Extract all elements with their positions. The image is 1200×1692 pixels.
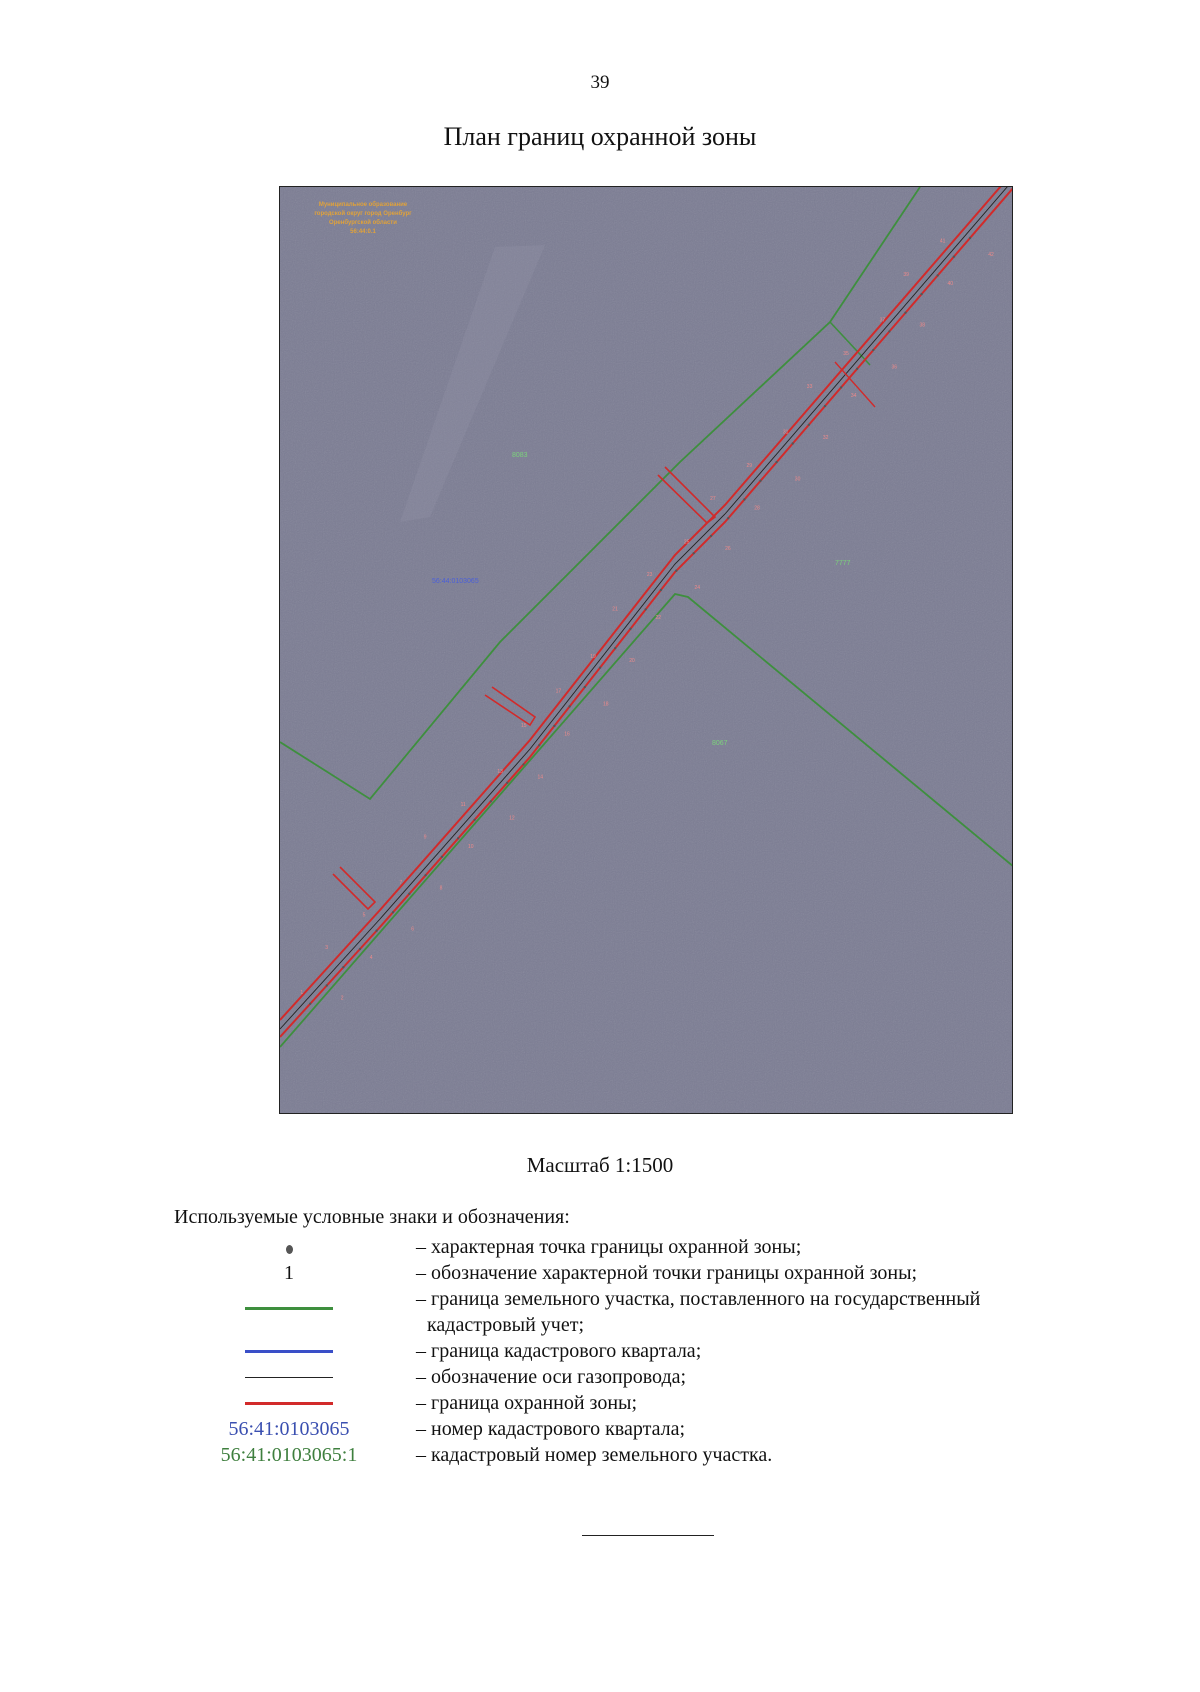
page-title: План границ охранной зоны	[443, 122, 757, 151]
point-label: 5	[362, 912, 366, 919]
quarter-line-icon	[245, 1350, 333, 1353]
point-label: 30	[794, 476, 801, 483]
point-label: 33	[806, 383, 813, 390]
characteristic-point	[490, 800, 492, 802]
parcel-label-1: 8083	[512, 452, 528, 459]
characteristic-point	[675, 570, 677, 572]
protection-zone-map	[279, 186, 1013, 1114]
legend-text: – граница кадастрового квартала;	[416, 1340, 702, 1362]
point-label: 15	[521, 723, 527, 730]
legend-row	[174, 1338, 1134, 1364]
characteristic-point	[792, 442, 794, 444]
point-label: 13	[497, 769, 503, 775]
characteristic-point	[693, 552, 695, 554]
parcel-line-icon	[245, 1307, 333, 1310]
legend-row	[174, 1364, 1134, 1390]
characteristic-point	[937, 274, 939, 276]
characteristic-point	[392, 911, 394, 913]
characteristic-point	[359, 948, 361, 950]
point-label: 12	[509, 815, 515, 822]
characteristic-point	[375, 930, 377, 932]
footer-rule	[582, 1535, 714, 1536]
characteristic-point	[553, 725, 555, 727]
point-label: 41	[939, 238, 946, 245]
point-label: 6	[411, 926, 414, 933]
point-label: 40	[947, 281, 954, 288]
characteristic-point	[727, 517, 729, 519]
point-label: 29	[746, 462, 753, 469]
legend-row	[174, 1286, 1134, 1338]
page-number: 39	[590, 72, 610, 93]
characteristic-point	[775, 461, 777, 463]
point-label: 9	[423, 834, 427, 841]
characteristic-point	[599, 667, 601, 669]
zone-line-icon	[245, 1402, 333, 1405]
point-label: 20	[629, 658, 635, 665]
characteristic-point	[824, 405, 826, 407]
municipality-line: Муниципальное образование	[318, 202, 408, 208]
point-label: 39	[903, 271, 909, 278]
point-label: 28	[754, 505, 760, 512]
characteristic-point	[408, 893, 410, 895]
point-label: 17	[555, 688, 562, 695]
point-label: 36	[891, 364, 898, 371]
map-scale: Масштаб 1:1500	[526, 1153, 674, 1177]
point-label: 16	[564, 731, 570, 738]
legend-row	[174, 1442, 1134, 1468]
municipality-line: Оренбургской области	[329, 220, 397, 226]
parcel-label-3: 8067	[712, 740, 728, 747]
characteristic-point	[920, 293, 922, 295]
quarter-label: 56:44:0103065	[432, 578, 479, 585]
characteristic-point	[888, 330, 890, 332]
point-label: 37	[879, 317, 886, 324]
parcel-label-2: 7777	[835, 560, 851, 567]
legend-row	[174, 1260, 1134, 1286]
characteristic-point	[660, 589, 662, 591]
characteristic-point	[743, 498, 745, 500]
legend-text: – обозначение характерной точки границы охранной зоны;	[416, 1262, 918, 1284]
point-label: 42	[988, 252, 994, 259]
characteristic-point	[326, 984, 328, 986]
characteristic-point	[457, 837, 459, 839]
characteristic-point	[342, 966, 344, 968]
characteristic-point	[645, 608, 647, 610]
characteristic-point	[904, 312, 906, 314]
point-label: 2	[340, 995, 344, 1002]
axis-line-icon	[245, 1377, 333, 1378]
legend-symbol	[174, 1260, 404, 1286]
legend-symbol	[174, 1442, 404, 1468]
characteristic-point	[710, 535, 712, 537]
legend-symbol	[174, 1286, 404, 1312]
legend-row	[174, 1390, 1134, 1416]
point-dot-icon	[286, 1245, 293, 1254]
map-canvas	[280, 187, 1013, 1114]
legend-title: Используемые условные знаки и обозначения:	[174, 1206, 570, 1228]
characteristic-point	[309, 1003, 311, 1005]
characteristic-point	[614, 647, 616, 649]
point-label: 24	[694, 584, 701, 591]
point-label: 1	[300, 989, 304, 996]
legend-symbol	[174, 1364, 404, 1390]
legend-row	[174, 1234, 1134, 1260]
characteristic-point	[584, 686, 586, 688]
legend-text	[404, 1286, 1134, 1338]
point-label: 22	[655, 615, 662, 622]
municipality-label	[298, 201, 428, 237]
characteristic-point	[473, 819, 475, 821]
characteristic-point	[538, 744, 540, 746]
quarter-number-sample: 56:41:0103065	[228, 1418, 350, 1440]
point-label: 11	[460, 801, 466, 808]
municipality-line: городской округ город Оренбург	[314, 211, 412, 217]
characteristic-point	[840, 386, 842, 388]
point-label: 26	[725, 545, 731, 552]
legend-symbol	[174, 1338, 404, 1364]
characteristic-point	[759, 480, 761, 482]
point-label: 7	[399, 880, 403, 886]
map-texture	[280, 187, 1013, 1114]
characteristic-point	[522, 763, 524, 765]
characteristic-point	[969, 237, 971, 239]
point-label: 35	[843, 350, 849, 357]
point-label: 10	[468, 844, 474, 851]
characteristic-point	[856, 368, 858, 370]
legend-symbol	[174, 1416, 404, 1442]
legend-symbol	[174, 1390, 404, 1416]
point-label: 25	[683, 539, 690, 546]
point-label: 32	[822, 434, 829, 441]
point-label: 38	[919, 322, 926, 329]
point-label: 31	[782, 429, 789, 436]
legend-text: – кадастровый номер земельного участка.	[416, 1444, 773, 1466]
characteristic-point	[629, 628, 631, 630]
characteristic-point	[424, 874, 426, 876]
legend-text-line: – граница земельного участка, поставленного на государственный	[416, 1288, 981, 1310]
legend-text: – обозначение оси газопровода;	[416, 1366, 687, 1388]
point-label: 8	[439, 885, 443, 892]
point-label: 23	[646, 572, 653, 578]
point-label: 4	[369, 954, 373, 961]
characteristic-point	[568, 705, 570, 707]
parcel-number-sample: 56:41:0103065:1	[220, 1444, 358, 1466]
characteristic-point	[441, 856, 443, 858]
point-label: 34	[850, 393, 857, 400]
point-label: 19	[590, 653, 596, 660]
legend-row	[174, 1416, 1134, 1442]
point-label: 14	[537, 774, 544, 781]
characteristic-point	[808, 424, 810, 426]
municipality-line: 56:44:0.1	[350, 229, 376, 235]
legend-text: – характерная точка границы охранной зоны;	[416, 1236, 802, 1258]
characteristic-point	[506, 782, 508, 784]
point-label: 21	[612, 606, 618, 613]
point-label: 18	[603, 701, 609, 708]
legend-text-line: кадастровый учет;	[427, 1314, 585, 1336]
legend	[174, 1234, 1134, 1468]
characteristic-point	[953, 256, 955, 258]
characteristic-point	[872, 349, 874, 351]
legend-text: – граница охранной зоны;	[416, 1392, 638, 1414]
legend-symbol	[174, 1234, 404, 1260]
point-label: 27	[710, 496, 716, 502]
legend-text: – номер кадастрового квартала;	[416, 1418, 686, 1440]
point-number-sample: 1	[284, 1262, 294, 1284]
point-label: 3	[325, 945, 328, 951]
